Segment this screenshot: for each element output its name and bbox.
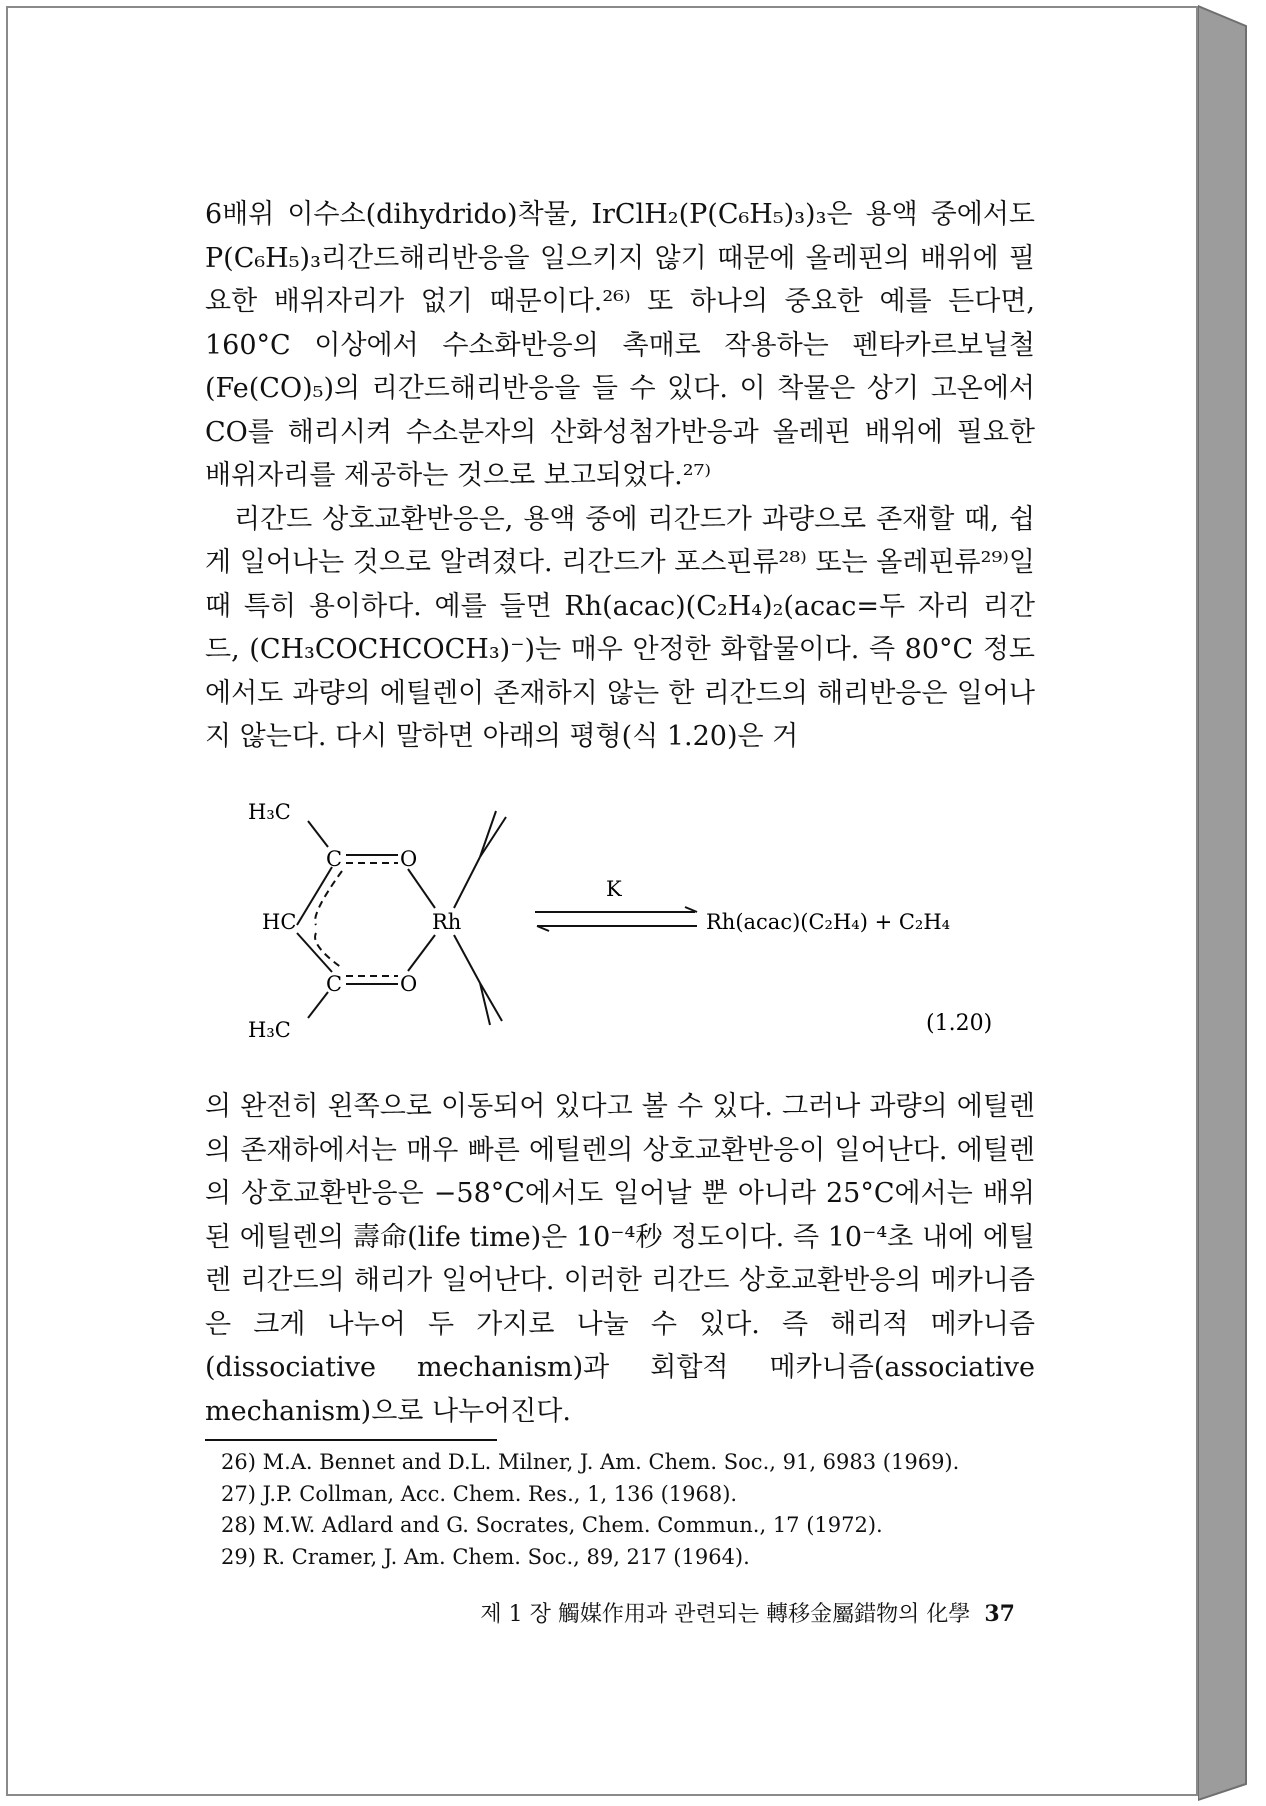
carbonyl-carbon-top: C — [326, 847, 343, 871]
oxygen-bottom: O — [400, 972, 418, 996]
reference-item: 27) J.P. Collman, Acc. Chem. Res., 1, 136 (1968). — [221, 1481, 738, 1506]
methyl-bottom-label: H₃C — [248, 1018, 291, 1042]
page-number: 37 — [984, 1601, 1015, 1627]
equilibrium-scheme — [240, 785, 1030, 1060]
paragraph-3: 의 완전히 왼쪽으로 이동되어 있다고 볼 수 있다. 그러나 과량의 에틸렌의 존재하에서는 매우 빠른 에틸렌의 상호교환반응이 일어난다. 에틸렌의 상호교환반응은 −58°C에서도 일어날 뿐 아니라 25°C에서는 배위된 에틸렌의 壽命(life time)은 10⁻⁴秒 정도이다. 즉 10⁻⁴초 내에 에틸렌 리간드의 해리가 일어난다. 이러한 리간드 상호교환반응의 메카니즘은 크게 나누어 두 가지로 나눌 수 있다. 즉 해리적 메카니즘(dissociative mechanism)과 회합적 메카니즘(associative mechanism)으로 나누어진다. — [205, 1091, 1035, 1427]
body-text-block-2 — [205, 1085, 1035, 1433]
scheme-drawing — [240, 785, 1030, 1060]
methyl-top-label: H₃C — [248, 800, 291, 824]
book-spine — [1198, 0, 1260, 1806]
equilibrium-constant-label: K — [606, 877, 622, 901]
oxygen-top: O — [400, 847, 418, 871]
paragraph-2: 리간드 상호교환반응은, 용액 중에 리간드가 과량으로 존재할 때, 쉽게 일어나는 것으로 알려졌다. 리간드가 포스핀류²⁸⁾ 또는 올레핀류²⁹⁾일 때 특히 용이하다. 예를 들면 Rh(acac)(C₂H₄)₂(acac=두 자리 리간드, (CH₃COCHCOCH₃)⁻)는 매우 안정한 화합물이다. 즉 80°C 정도에서도 과량의 에틸렌이 존재하지 않는 한 리간드의 해리반응은 일어나지 않는다. 다시 말하면 아래의 평형(식 1.20)은 거 — [205, 503, 1035, 752]
reference-item: 26) M.A. Bennet and D.L. Milner, J. Am. Chem. Soc., 91, 6983 (1969). — [221, 1450, 960, 1474]
equation-number: (1.20) — [926, 1011, 993, 1036]
carbonyl-carbon-bottom: C — [326, 972, 343, 996]
reference-item: 28) M.W. Adlard and G. Socrates, Chem. Commun., 17 (1972). — [221, 1513, 883, 1537]
chapter-title: 제 1 장 觸媒作用과 관련되는 轉移金屬錯物의 化學 — [480, 1602, 971, 1627]
reference-item: 29) R. Cramer, J. Am. Chem. Soc., 89, 217 (1964). — [221, 1544, 750, 1569]
methine-label: HC — [262, 910, 297, 934]
footnote-rule — [205, 1439, 497, 1441]
paragraph-1: 6배위 이수소(dihydrido)착물, IrClH₂(P(C₆H₅)₃)₃은 용액 중에서도 P(C₆H₅)₃리간드해리반응을 일으키지 않기 때문에 올레핀의 배위에 필요한 배위자리가 없기 때문이다.²⁶⁾ 또 하나의 중요한 예를 든다면, 160°C 이상에서 수소화반응의 촉매로 작용하는 펜타카르보닐철(Fe(CO)₅)의 리간드해리반응을 들 수 있다. 이 착물은 상기 고온에서 CO를 해리시켜 수소분자의 산화성첨가반응과 올레핀 배위에 필요한 배위자리를 제공하는 것으로 보고되었다.²⁷⁾ — [205, 199, 1035, 491]
product-label: Rh(acac)(C₂H₄) + C₂H₄ — [706, 910, 951, 934]
rhodium-label: Rh — [432, 910, 462, 934]
page-footer — [405, 1597, 1015, 1628]
references — [221, 1447, 1021, 1573]
body-text-block-1 — [205, 193, 1035, 759]
